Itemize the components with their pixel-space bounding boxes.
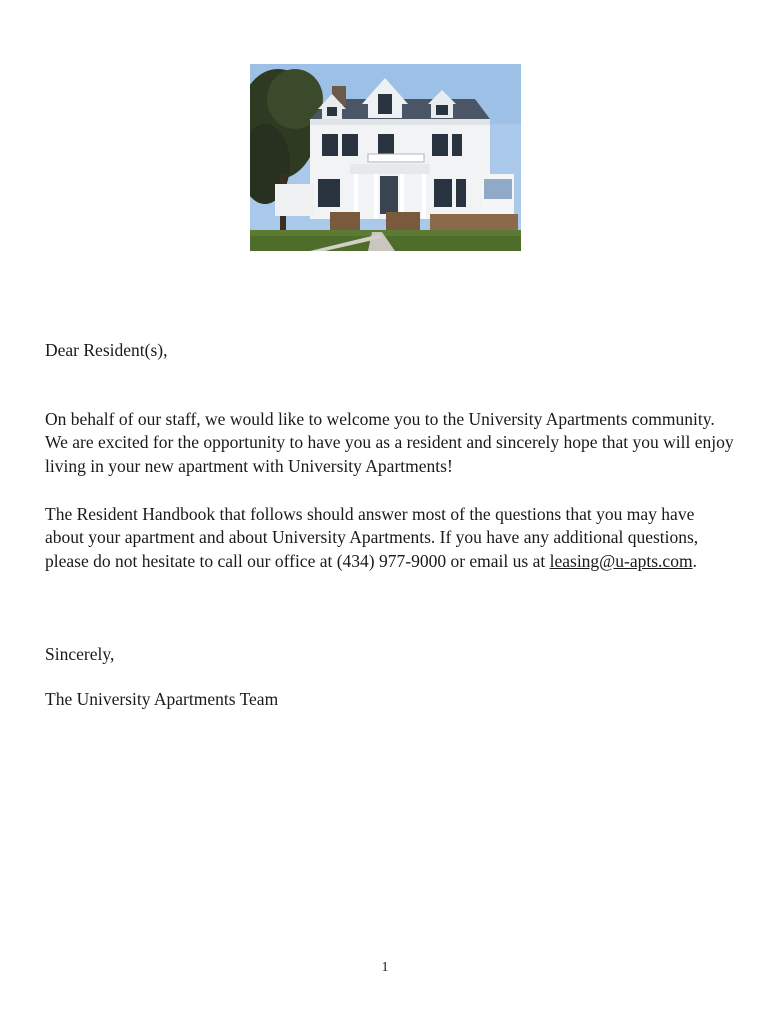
welcome-paragraph: On behalf of our staff, we would like to welcome you to the University Apartments community. We are excited for the opportunity to have you as a resident and sincerely hope that you will enjoy living in your new apartment with University Apartments! — [45, 409, 734, 476]
signature: The University Apartments Team — [45, 689, 279, 709]
house-photo — [250, 64, 521, 251]
closing: Sincerely, — [45, 644, 115, 664]
salutation: Dear Resident(s), — [45, 340, 168, 360]
page-number: 1 — [381, 960, 389, 975]
handbook-paragraph-text: The Resident Handbook that follows should answer most of the questions that you may have about your apartment and about University Apartments. If you have any additional questions, please do not hesitate to call our office at (434) 977-9000 or email us at — [45, 504, 699, 571]
handbook-paragraph-end: . — [692, 550, 697, 571]
email-link[interactable]: leasing@u-apts.com — [549, 550, 693, 571]
handbook-paragraph — [45, 503, 735, 573]
